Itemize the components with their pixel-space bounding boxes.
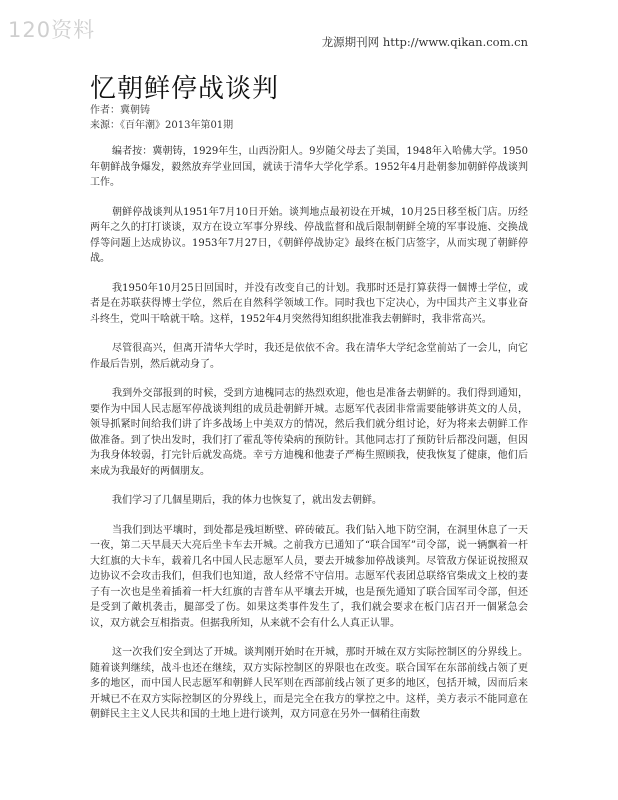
body-paragraph: 当我们到达平壤时，到处都是残垣断壁、碎砖破瓦。我们钻入地下防空洞，在洞里休息了一天一夜，第二天早晨天大亮后坐卡车去开城。之前我方已通知了“联合国军”司令部，说一辆飘着一杆大红旗的大卡车，载着几名中国人民志愿军人员，要去开城参加停战谈判。尽管敌方保证说按照双边协议不会攻击我们，但我们也知道，敌人经常不守信用。志愿军代表团总联络官柴成文上校的妻子有一次也是坐着插着一杆大红旗的吉普车从平壤去开城，也是预先通知了联合国军司令部，但还是受到了敵机袭击，腿部受了伤。如果这类事件发生了，我们就会要求在板门店召开一個紧急会议，双方就会互相指责。但据我所知，从来就不会有什么人真正认罪。 — [90, 524, 528, 629]
source-line: 龙源期刊网 http://www.qikan.com.cn — [321, 35, 528, 49]
body-paragraph: 我1950年10月25日回国时，并没有改变自己的计划。我那时还是打算获得一個博士学位，或者是在苏联获得博士学位，然后在自然科学领域工作。同时我也下定决心，为中国共产主义事业奋斗终生，党叫干啥就干啥。这样，1952年4月突然得知组织批准我去朝鲜时，我非常高兴。 — [90, 282, 528, 325]
body-paragraph: 我们学习了几個星期后，我的体力也恢复了，就出发去朝鲜。 — [112, 495, 382, 506]
author-line: 作者：冀朝铸 — [90, 105, 150, 116]
body-paragraph: 朝鲜停战谈判从1951年7月10日开始。谈判地点最初设在开城，10月25日移至板门店。历经两年之久的打打谈谈，双方在设立军事分界线、停战监督和战后限制朝鲜全境的军事设施、交换战俘等问题上达成协议。1953年7月27日，《朝鲜停战协定》最终在板门店签字，从而实现了朝鲜停战。 — [90, 206, 528, 264]
watermark: 120资料 — [8, 18, 96, 42]
origin-line: 来源：《百年潮》2013年第01期 — [90, 120, 234, 131]
body-paragraph: 这一次我们安全到达了开城。谈判刚开始时在开城，那时开城在双方实际控制区的分界线上。随着谈判继续，战斗也还在继续，双方实际控制区的界限也在改变。联合国军在东部前线占领了更多的地区，而中国人民志愿军和朝鲜人民军则在西部前线占领了更多的地区，包括开城，因而后来开城已不在双方实际控制区的分界线上，而是完全在我方的掌控之中。这样，美方表示不能同意在朝鲜民主主义人民共和国的土地上进行谈判，双方同意在另外一個稍往南数 — [90, 647, 528, 720]
body-paragraph: 我到外交部报到的时候，受到方迪槐同志的热烈欢迎，他也是准备去朝鲜的。我们得到通知，要作为中国人民志愿军停战谈判组的成员赴朝鲜开城。志愿军代表团非常需要能够讲英文的人员，领导抓紧时间给我们讲了许多战场上中美双方的情况，然后我们就分组讨论，好为将来去朝鲜工作做准备。到了快出发时，我们打了霍乱等传染病的预防针。其他同志打了预防针后都没问题，但因为我身体较弱，打完针后就发高烧。幸亏方迪槐和他妻子严梅生照顾我，使我恢复了健康，他们后来成为我最好的两個朋友。 — [90, 388, 528, 477]
editor-note-paragraph: 编者按：冀朝铸，1929年生，山西汾阳人。9岁随父母去了美国，1948年入哈佛大学。1950年朝鲜战争爆发，毅然放弃学业回国，就读于清华大学化学系。1952年4月赴朝参加朝鲜停战谈判工作。 — [90, 146, 528, 188]
body-paragraph: 尽管很高兴，但离开清华大学时，我还是依依不舍。我在清华大学纪念堂前站了一会儿，向它作最后告别，然后就动身了。 — [90, 343, 528, 370]
article-body — [90, 144, 528, 737]
article-title: 忆朝鲜停战谈判 — [90, 74, 280, 104]
